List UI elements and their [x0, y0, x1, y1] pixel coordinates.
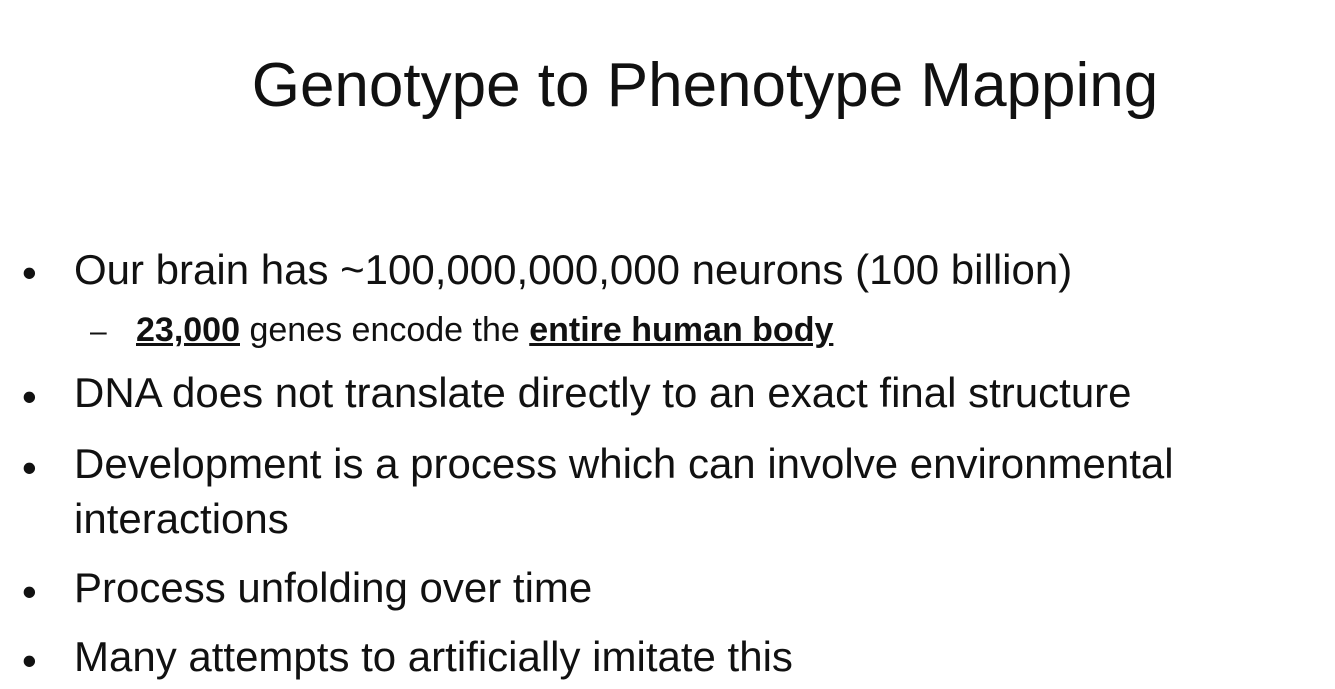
slide-title: Genotype to Phenotype Mapping	[251, 51, 1159, 120]
bullet-text-development-line1: Development is a process which can involve environmental	[74, 440, 1174, 487]
sub-bullet-genes	[136, 310, 833, 350]
bullet-text-process: Process unfolding over time	[74, 564, 593, 611]
genes-encode-text: genes encode the	[240, 311, 530, 349]
genes-count: 23,000	[136, 311, 240, 349]
bullet-marker: •	[22, 444, 37, 491]
bullet-marker: •	[22, 568, 37, 615]
sub-bullet-dash: –	[90, 315, 107, 348]
bullet-marker: •	[22, 373, 37, 420]
bullet-marker: •	[22, 249, 37, 296]
bullet-text-dna: DNA does not translate directly to an exact final structure	[74, 369, 1132, 416]
bullet-marker: •	[22, 637, 37, 684]
bullet-text-imitate: Many attempts to artificially imitate this	[74, 633, 793, 680]
entire-human-body: entire human body	[529, 311, 834, 349]
bullet-text-development-line2: interactions	[74, 495, 289, 542]
bullet-text-brain-neurons: Our brain has ~100,000,000,000 neurons (100 billion)	[74, 246, 1073, 293]
